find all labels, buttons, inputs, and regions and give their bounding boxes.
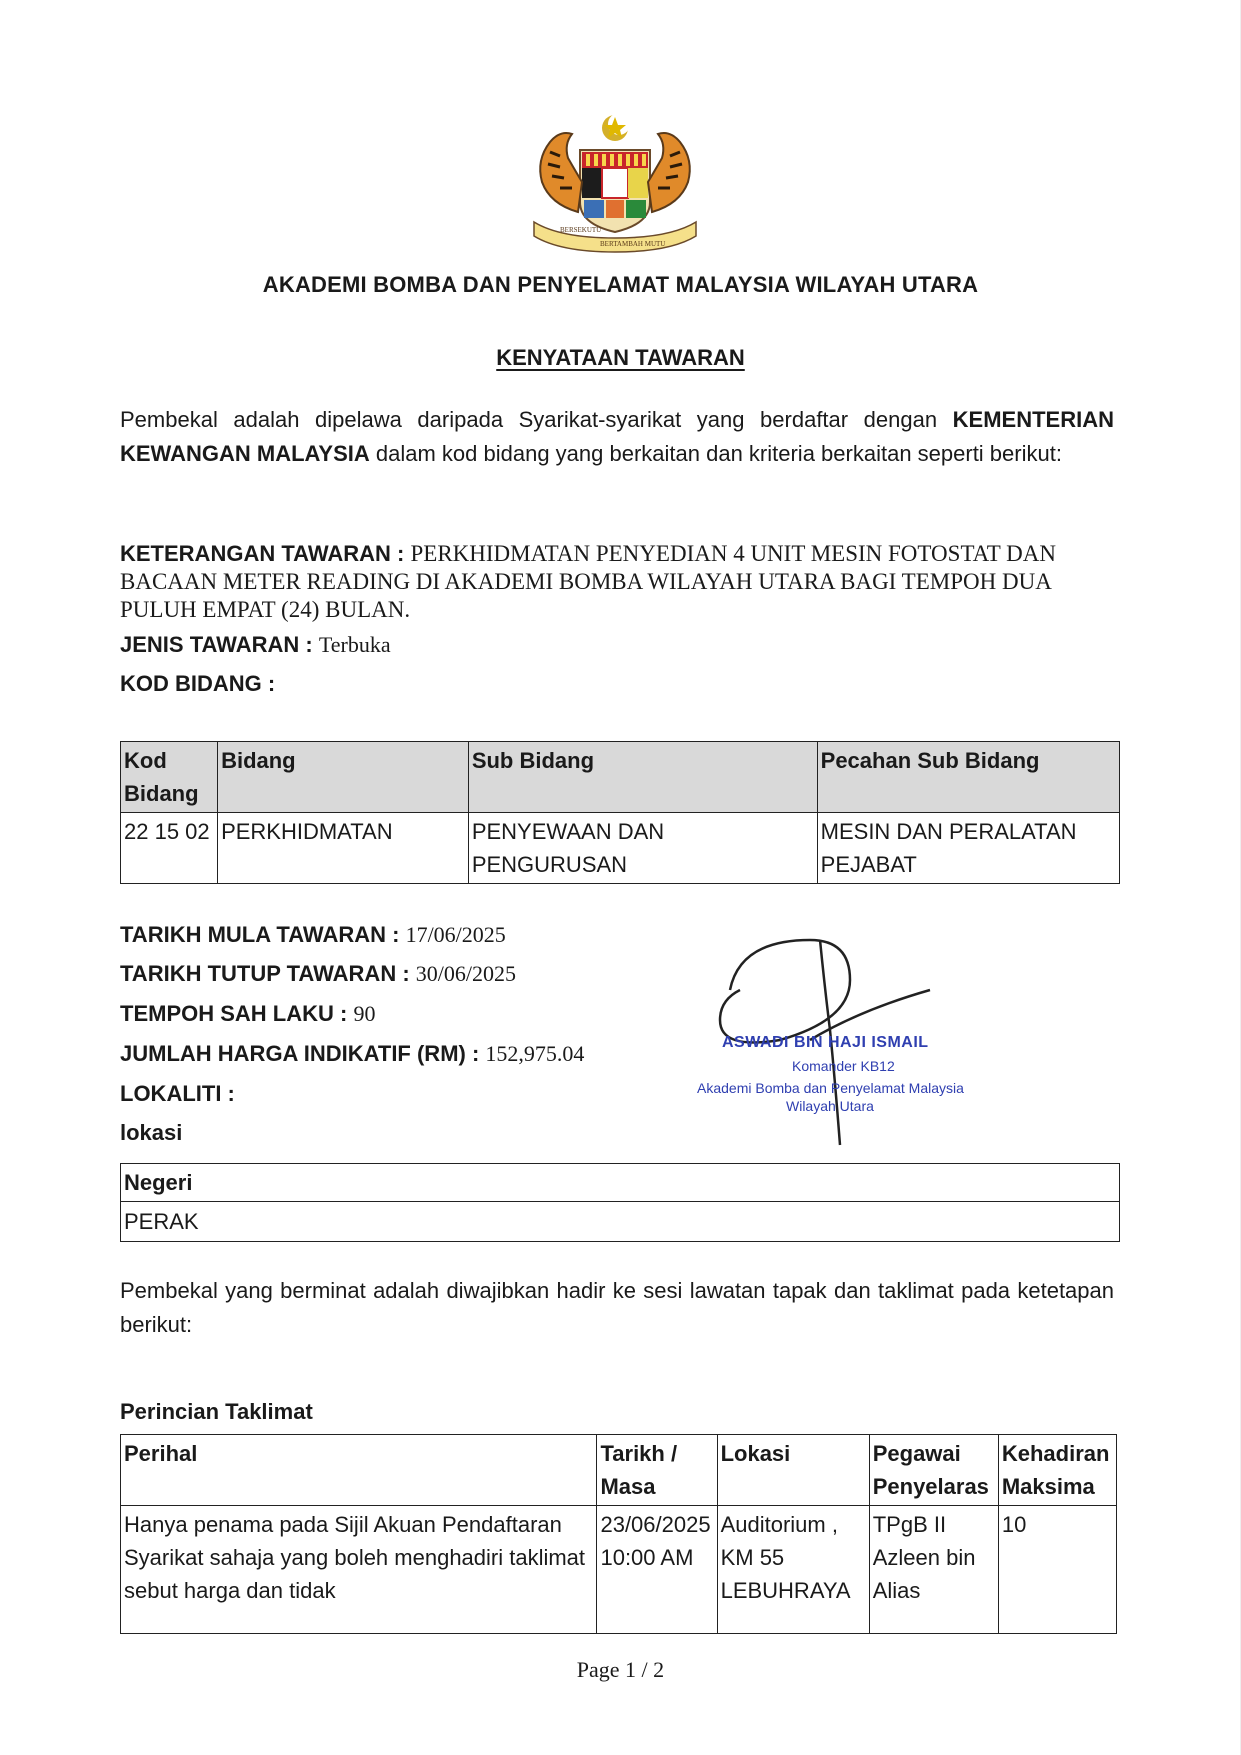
tempoh-label: TEMPOH SAH LAKU : <box>120 1001 348 1026</box>
table-cell: 22 15 02 <box>121 813 218 884</box>
shield-icon <box>580 150 650 232</box>
tarikh-mula-label: TARIKH MULA TAWARAN : <box>120 922 400 947</box>
document-title: KENYATAAN TAWARAN <box>496 345 745 370</box>
page-number: Page 1 / 2 <box>576 1657 665 1682</box>
table-cell: Auditorium , KM 55 LEBUHRAYA <box>717 1506 869 1634</box>
lokasi-heading <box>120 1120 182 1146</box>
jenis-tawaran-row <box>120 632 391 658</box>
tempoh-value: 90 <box>353 1001 376 1026</box>
lokasi-value-cell: PERAK <box>121 1202 1120 1242</box>
lokaliti-label: LOKALITI : <box>120 1081 235 1106</box>
kod-bidang-label: KOD BIDANG : <box>120 671 276 696</box>
table-header-cell: Lokasi <box>717 1435 869 1506</box>
document-title-wrap <box>0 345 1241 371</box>
intro-part1: Pembekal adalah dipelawa daripada Syarikat-syarikat yang berdaftar dengan <box>120 407 953 432</box>
tarikh-tutup-value: 30/06/2025 <box>415 961 517 986</box>
keterangan-label: KETERANGAN TAWARAN : <box>120 541 405 566</box>
tarikh-mula-row <box>120 922 506 948</box>
table-cell: MESIN DAN PERALATAN PEJABAT <box>817 813 1119 884</box>
table-header-cell: Perihal <box>121 1435 597 1506</box>
table-header-cell: Pecahan Sub Bidang <box>817 742 1119 813</box>
harga-row <box>120 1041 584 1067</box>
table-header-cell: Kehadiran Maksima <box>998 1435 1116 1506</box>
offer-description <box>120 540 1110 624</box>
lokasi-table <box>120 1163 1120 1242</box>
coat-of-arms-crest <box>520 112 710 260</box>
table-cell: 23/06/2025 10:00 AM <box>597 1506 717 1634</box>
lokasi-title: lokasi <box>120 1120 183 1145</box>
briefing-note: Pembekal yang berminat adalah diwajibkan hadir ke sesi lawatan tapak dan taklimat pada ketetapan berikut: <box>120 1278 1114 1337</box>
table-header-cell: Bidang <box>218 742 469 813</box>
harga-value: 152,975.04 <box>485 1041 585 1066</box>
table-header-cell: Sub Bidang <box>468 742 817 813</box>
table-header-row <box>121 1435 1117 1506</box>
table-header-cell: Tarikh / Masa <box>597 1435 717 1506</box>
table-cell: 10 <box>998 1506 1116 1634</box>
table-row <box>121 813 1120 884</box>
table-cell: TPgB II Azleen bin Alias <box>869 1506 998 1634</box>
table-header-row <box>121 742 1120 813</box>
jenis-label: JENIS TAWARAN : <box>120 632 313 657</box>
stamp-name: ASWADI BIN HAJI ISMAIL <box>722 1034 929 1051</box>
table-header-cell: Kod Bidang <box>121 742 218 813</box>
stamp-org-line2: Wilayah Utara <box>786 1098 874 1114</box>
tiger-right-icon <box>648 133 690 212</box>
tarikh-tutup-row <box>120 961 516 987</box>
taklimat-table <box>120 1434 1117 1634</box>
table-row <box>121 1202 1120 1242</box>
intro-part2: dalam kod bidang yang berkaitan dan kriteria berkaitan seperti berikut: <box>369 441 1062 466</box>
organization-title: AKADEMI BOMBA DAN PENYELAMAT MALAYSIA WILAYAH UTARA <box>262 272 979 297</box>
intro-ministry: KEMENTERIAN KEWANGAN MALAYSIA <box>120 407 1114 466</box>
tempoh-row <box>120 1001 375 1027</box>
motto-left-text: BERSEKUTU <box>560 226 602 234</box>
tiger-left-icon <box>540 133 582 212</box>
harga-label: JUMLAH HARGA INDIKATIF (RM) : <box>120 1041 480 1066</box>
jenis-value: Terbuka <box>318 632 391 657</box>
table-header-cell: Pegawai Penyelaras <box>869 1435 998 1506</box>
intro-paragraph <box>120 403 1114 471</box>
crescent-star-icon <box>602 113 630 141</box>
table-header-row <box>121 1164 1120 1202</box>
table-row <box>121 1506 1117 1634</box>
stamp-org-line1: Akademi Bomba dan Penyelamat Malaysia <box>697 1080 964 1096</box>
kod-bidang-heading <box>120 671 275 697</box>
stamp-rank: Komander KB12 <box>792 1058 895 1074</box>
taklimat-title: Perincian Taklimat <box>120 1399 313 1424</box>
keterangan-value: PERKHIDMATAN PENYEDIAN 4 UNIT MESIN FOTOSTAT DAN BACAAN METER READING DI AKADEMI BOMBA WILAYAH UTARA BAGI TEMPOH DUA PULUH EMPAT (24) BULAN. <box>120 541 1056 622</box>
tarikh-tutup-label: TARIKH TUTUP TAWARAN : <box>120 961 410 986</box>
tarikh-mula-value: 17/06/2025 <box>405 922 506 947</box>
kod-bidang-table <box>120 741 1120 884</box>
lokaliti-row <box>120 1081 235 1107</box>
motto-right-text: BERTAMBAH MUTU <box>600 240 666 248</box>
table-cell: Hanya penama pada Sijil Akuan Pendaftaran Syarikat sahaja yang boleh menghadiri taklimat sebut harga dan tidak <box>121 1506 597 1634</box>
table-cell: PENYEWAAN DAN PENGURUSAN <box>468 813 817 884</box>
table-cell: PERKHIDMATAN <box>218 813 469 884</box>
lokasi-header-cell: Negeri <box>121 1164 1120 1202</box>
